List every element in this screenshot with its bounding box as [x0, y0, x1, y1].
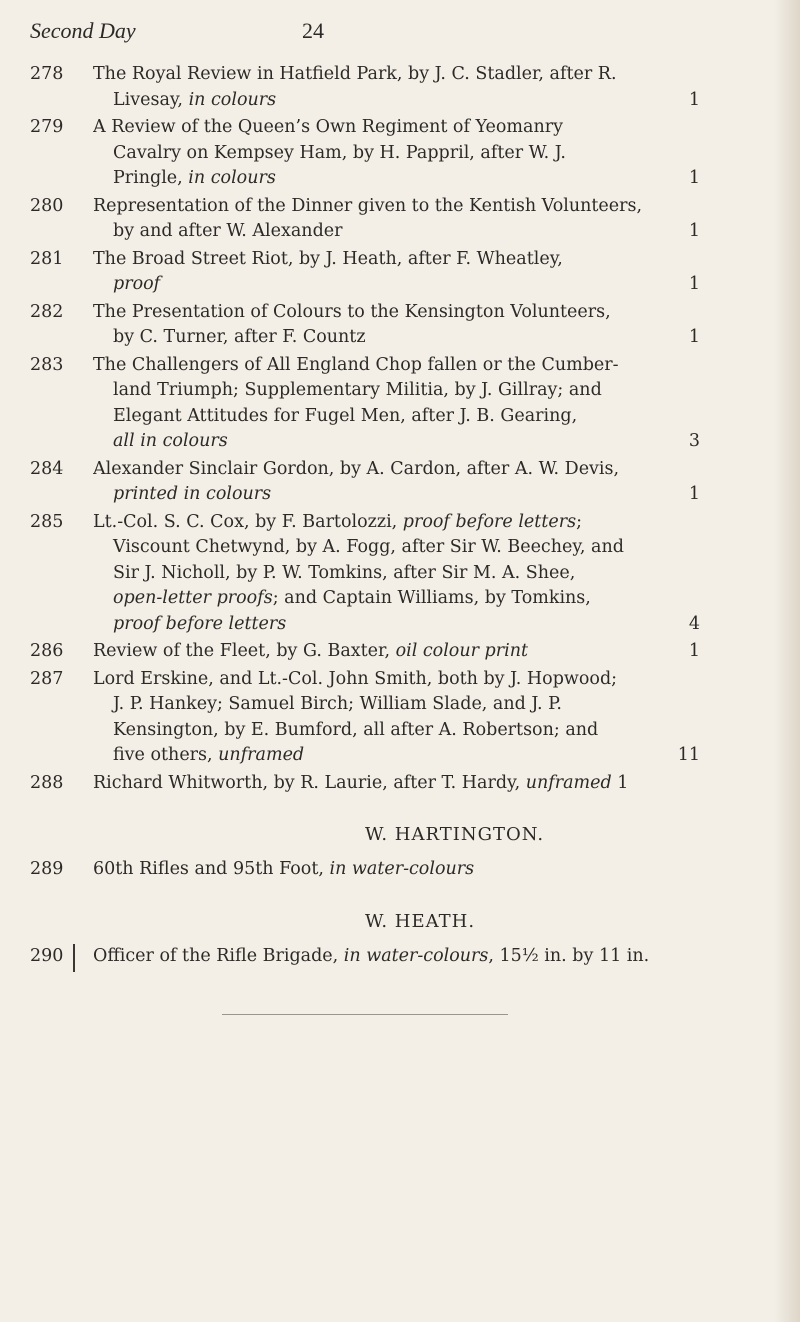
lot-number: 288: [30, 772, 64, 793]
lot-description-line: [93, 857, 760, 883]
lot-description-line: [93, 535, 760, 561]
lot-quantity: 11: [677, 745, 700, 765]
lot-description-line: [93, 482, 760, 508]
lot-description-text: Officer of the Rifle Brigade, in water-colours, 15½ in. by 11 in.: [93, 945, 650, 966]
lot-description-line: [93, 586, 760, 612]
lot-number: 281: [30, 248, 64, 269]
lot-quantity: 3: [688, 431, 700, 451]
lot-description-text: by C. Turner, after F. Countz: [113, 327, 366, 347]
lot-description-text: The Broad Street Riot, by J. Heath, after F. Wheatley,: [93, 248, 563, 269]
lot-description-line: [93, 219, 760, 245]
lot-entry: [30, 639, 760, 665]
lot-description-text: The Royal Review in Hatfield Park, by J. C. Stadler, after R.: [93, 64, 617, 84]
lot-description-text: Viscount Chetwynd, by A. Fogg, after Sir W. Beechey, and: [113, 537, 624, 557]
lot-entry: [30, 247, 760, 298]
lot-description-line: [93, 404, 760, 430]
lot-quantity: 4: [688, 613, 700, 634]
lot-description-line: [93, 429, 760, 455]
lot-description-line: [93, 115, 760, 141]
lot-description-text: Alexander Sinclair Gordon, by A. Cardon, after A. W. Devis,: [93, 458, 620, 479]
lot-description-text: The Presentation of Colours to the Kensington Volunteers,: [93, 301, 611, 322]
lot-description-line: [93, 667, 760, 693]
lot-quantity: 1: [688, 484, 700, 504]
lot-entry: [30, 857, 760, 883]
lot-description-text: printed in colours: [113, 484, 272, 504]
lot-entry: [30, 353, 760, 455]
artist-heading: W. HARTINGTON.: [365, 824, 545, 845]
lot-number: 286: [30, 641, 64, 661]
lot-entry: [30, 115, 760, 192]
lot-description-text: Sir J. Nicholl, by P. W. Tomkins, after Sir M. A. Shee,: [113, 562, 576, 583]
lot-description-line: [93, 743, 760, 769]
lot-description-text: Cavalry on Kempsey Ham, by H. Pappril, after W. J.: [113, 142, 566, 163]
lot-quantity: 1: [688, 221, 700, 241]
running-head: [30, 10, 770, 50]
lot-quantity: 1: [688, 168, 700, 188]
lot-number: 280: [30, 195, 64, 216]
lot-number: 290: [30, 945, 64, 966]
lot-number: 285: [30, 511, 64, 532]
lot-entry: [30, 510, 760, 638]
lot-entry: [30, 62, 760, 113]
lot-number: 279: [30, 117, 64, 137]
lot-number: 283: [30, 354, 64, 375]
lot-description-line: [93, 325, 760, 351]
lot-description-text: J. P. Hankey; Samuel Birch; William Slade, and J. P.: [113, 694, 562, 714]
lot-description-line: [93, 141, 760, 167]
lot-entry: [30, 944, 760, 970]
page-edge-shadow: [774, 0, 800, 1322]
lot-description-line: [93, 771, 760, 797]
lot-description-line: [93, 561, 760, 587]
page-number: 24: [302, 18, 324, 43]
lot-description-line: [93, 510, 760, 536]
lot-bracket-mark: [73, 944, 75, 972]
lot-description-line: [93, 272, 760, 298]
lot-description-text: by and after W. Alexander: [113, 221, 343, 241]
lot-description-text: Pringle, in colours: [113, 168, 276, 188]
lot-description-text: A Review of the Queen’s Own Regiment of Yeomanry: [93, 117, 563, 137]
end-rule: [222, 1014, 508, 1015]
lot-description-text: proof: [113, 274, 161, 294]
lot-description-line: [93, 378, 760, 404]
lot-description-line: [93, 718, 760, 744]
lot-description-line: [93, 612, 760, 638]
lot-description-text: all in colours: [113, 431, 228, 451]
lot-description-line: [93, 300, 760, 326]
lot-description-text: Lt.-Col. S. C. Cox, by F. Bartolozzi, proof before letters;: [93, 511, 582, 532]
lot-description-text: Review of the Fleet, by G. Baxter, oil colour print: [93, 641, 529, 661]
lot-description-text: The Challengers of All England Chop fallen or the Cumber-: [93, 354, 619, 375]
lot-entry: [30, 771, 760, 797]
lot-description-text: Elegant Attitudes for Fugel Men, after J. B. Gearing,: [113, 405, 578, 426]
lot-description-text: 60th Rifles and 95th Foot, in water-colours: [93, 859, 475, 879]
lot-description-text: land Triumph; Supplementary Militia, by J. Gillray; and: [113, 380, 602, 400]
lot-number: 287: [30, 668, 64, 689]
lot-number: 289: [30, 859, 64, 879]
lot-description-line: [93, 88, 760, 114]
lot-number: 278: [30, 64, 64, 84]
section-title: Second Day: [30, 18, 136, 43]
lot-list: [30, 62, 760, 971]
lot-description-text: open-letter proofs; and Captain Williams, by Tomkins,: [113, 588, 591, 608]
lot-description-line: [93, 62, 760, 88]
lot-description-line: [93, 457, 760, 483]
lot-description-text: proof before letters: [113, 613, 287, 634]
lot-quantity: 1: [688, 274, 700, 294]
lot-number: 282: [30, 301, 64, 322]
lot-quantity: 1: [688, 327, 700, 347]
lot-entry: [30, 300, 760, 351]
lot-description-line: [93, 944, 760, 970]
lot-entry: [30, 667, 760, 769]
lot-description-line: [93, 194, 760, 220]
artist-heading: W. HEATH.: [365, 910, 476, 932]
lot-quantity: 1: [688, 641, 700, 661]
lot-quantity: 1: [688, 89, 700, 110]
lot-description-text: five others, unframed: [113, 745, 305, 765]
lot-description-text: Lord Erskine, and Lt.-Col. John Smith, both by J. Hopwood;: [93, 668, 618, 689]
lot-description-text: Representation of the Dinner given to the Kentish Volunteers,: [93, 195, 643, 216]
lot-description-line: [93, 166, 760, 192]
lot-entry: [30, 457, 760, 508]
lot-description-line: [93, 247, 760, 273]
lot-description-text: Richard Whitworth, by R. Laurie, after T. Hardy, unframed 1: [93, 772, 629, 793]
lot-number: 284: [30, 458, 64, 479]
lot-description-text: Livesay, in colours: [113, 89, 277, 110]
lot-description-text: Kensington, by E. Bumford, all after A. Robertson; and: [113, 719, 599, 740]
lot-description-line: [93, 692, 760, 718]
lot-description-line: [93, 353, 760, 379]
lot-description-line: [93, 639, 760, 665]
lot-entry: [30, 194, 760, 245]
